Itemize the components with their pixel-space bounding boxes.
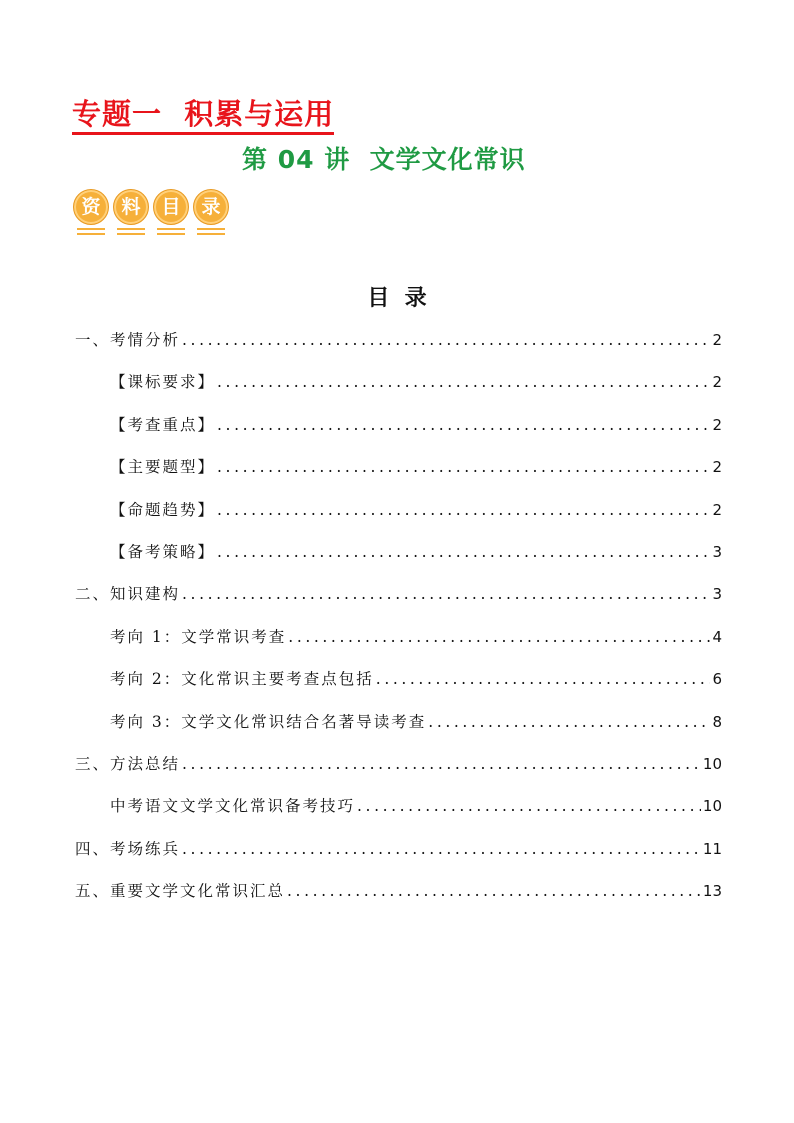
- toc-entry-label: 考向 3：文学文化常识结合名著导读考查: [110, 713, 427, 731]
- toc-entry[interactable]: [110, 667, 722, 691]
- toc-entry[interactable]: [110, 625, 722, 649]
- toc-page-number: 3: [712, 543, 722, 561]
- materials-contents-badge: [72, 188, 230, 238]
- toc-entry-label: 考向 1：文学常识考查: [110, 628, 287, 646]
- toc-page-number: 10: [702, 797, 722, 815]
- toc-entry-label: 二、知识建构: [75, 585, 181, 603]
- toc-entry-label: 【命题趋势】: [110, 501, 216, 519]
- toc-entry-label: 【主要题型】: [110, 458, 216, 476]
- toc-dot-leader: [182, 582, 710, 606]
- toc-entry-label: 一、考情分析: [75, 331, 181, 349]
- toc-dot-leader: [182, 752, 701, 776]
- toc-dot-leader: [182, 328, 710, 352]
- toc-entry[interactable]: [75, 752, 722, 776]
- toc-entry-label: 四、考场练兵: [75, 840, 181, 858]
- toc-page-number: 2: [712, 331, 722, 349]
- badge-underline: [77, 228, 105, 235]
- toc-entry[interactable]: [110, 710, 722, 734]
- badge-underline: [197, 228, 225, 235]
- toc-entry-label: 五、重要文学文化常识汇总: [75, 882, 286, 900]
- toc-entry[interactable]: [110, 413, 722, 437]
- toc-entry[interactable]: [110, 455, 722, 479]
- toc-dot-leader: [182, 837, 701, 861]
- toc-page-number: 2: [712, 416, 722, 434]
- toc-entry-label: 【考查重点】: [110, 416, 216, 434]
- toc-dot-leader: [217, 498, 710, 522]
- toc-dot-leader: [357, 794, 701, 818]
- toc-dot-leader: [287, 879, 701, 903]
- badge-char-3: [152, 188, 190, 238]
- toc-page-number: 13: [702, 882, 722, 900]
- toc-entry[interactable]: [75, 879, 722, 903]
- badge-char-2: [112, 188, 150, 238]
- toc-entry[interactable]: [75, 582, 722, 606]
- toc-heading: 目 录: [367, 285, 427, 311]
- lecture-title: 第 04 讲 文学文化常识: [242, 145, 526, 174]
- toc-dot-leader: [217, 370, 710, 394]
- badge-underline: [157, 228, 185, 235]
- toc-entry[interactable]: [75, 837, 722, 861]
- toc-page-number: 4: [712, 628, 722, 646]
- toc-entry-label: 考向 2：文化常识主要考查点包括: [110, 670, 374, 688]
- badge-circle: 资: [73, 189, 109, 225]
- toc-page-number: 10: [702, 755, 722, 773]
- toc-entry[interactable]: [75, 328, 722, 352]
- toc-dot-leader: [217, 413, 710, 437]
- toc-page-number: 11: [702, 840, 722, 858]
- toc-entry[interactable]: [110, 498, 722, 522]
- badge-circle: 目: [153, 189, 189, 225]
- toc-page-number: 2: [712, 458, 722, 476]
- toc-entry[interactable]: [110, 794, 722, 818]
- toc-entry-label: 中考语文文学文化常识备考技巧: [110, 797, 356, 815]
- badge-circle: 录: [193, 189, 229, 225]
- toc-entry-label: 【备考策略】: [110, 543, 216, 561]
- toc-page-number: 2: [712, 501, 722, 519]
- toc-dot-leader: [217, 540, 710, 564]
- toc-page-number: 3: [712, 585, 722, 603]
- topic-title: 专题一 积累与运用: [72, 96, 334, 135]
- toc-entry[interactable]: [110, 540, 722, 564]
- toc-entry-label: 【课标要求】: [110, 373, 216, 391]
- badge-underline: [117, 228, 145, 235]
- toc-dot-leader: [288, 625, 710, 649]
- toc-page-number: 8: [712, 713, 722, 731]
- toc-dot-leader: [428, 710, 710, 734]
- badge-char-4: [192, 188, 230, 238]
- toc-entry[interactable]: [110, 370, 722, 394]
- badge-circle: 料: [113, 189, 149, 225]
- toc-dot-leader: [376, 667, 711, 691]
- toc-dot-leader: [217, 455, 710, 479]
- badge-char-1: [72, 188, 110, 238]
- toc-entry-label: 三、方法总结: [75, 755, 181, 773]
- toc-page-number: 2: [712, 373, 722, 391]
- toc-page-number: 6: [712, 670, 722, 688]
